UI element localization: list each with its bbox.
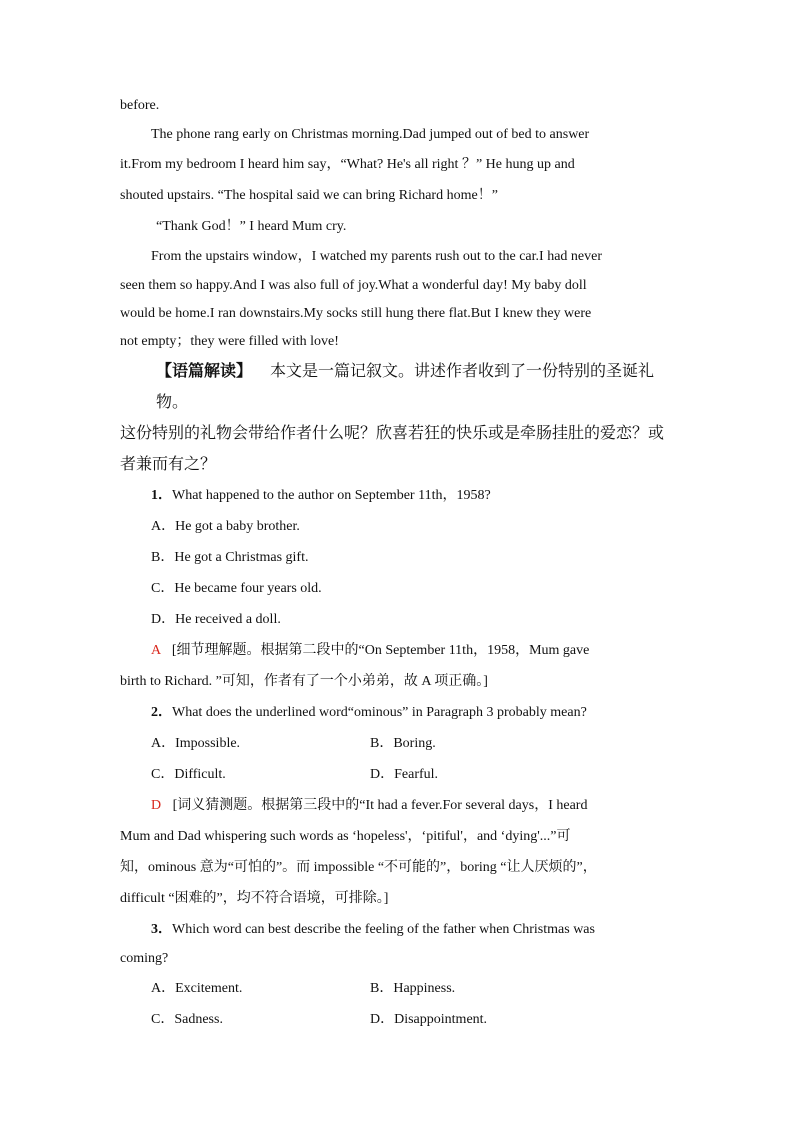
question-2: [120, 697, 673, 728]
passage-line: From the upstairs window，I watched my parents rush out to the car.I had never: [151, 249, 603, 264]
explanation-line: birth to Richard. ”可知，作者有了一个小弟弟，故 A 项正确。]: [120, 674, 488, 689]
passage-line: not empty；they were filled with love!: [120, 334, 339, 349]
option-b: B．Happiness.: [370, 981, 456, 996]
document-page: [120, 92, 673, 1035]
explanation-line: Mum and Dad whispering such words as ‘hopeless'，‘pitiful'，and ‘dying'...”可: [120, 829, 571, 844]
option-c: C．Sadness.: [151, 1012, 223, 1027]
question-number: 1．: [151, 488, 172, 503]
question-number: 3．: [151, 922, 172, 937]
analysis-line: 者兼而有之？: [120, 456, 217, 473]
question-text: What does the underlined word“ominous” in Paragraph 3 probably mean?: [172, 705, 587, 720]
question-text: Which word can best describe the feeling of the father when Christmas was: [172, 922, 595, 937]
option-d: D．Disappointment.: [370, 1012, 488, 1027]
question-number: 2．: [151, 705, 172, 720]
option-d: D．Fearful.: [370, 767, 439, 782]
question-text-cont: coming?: [120, 951, 169, 966]
passage-line: before.: [120, 98, 160, 113]
explanation-text: [词义猜测题。根据第三段中的“It had a fever.For several days，I heard: [172, 798, 588, 813]
answer-letter: D: [151, 798, 162, 813]
explanation-line: difficult “困难的”，均不符合语境，可排除。]: [120, 891, 389, 906]
passage-line: seen them so happy.And I was also full of joy.What a wonderful day! My baby doll: [120, 278, 587, 293]
question-text: What happened to the author on September 11th，1958?: [172, 488, 491, 503]
passage-line: The phone rang early on Christmas morning.Dad jumped out of bed to answer: [151, 127, 590, 142]
passage-line: it.From my bedroom I heard him say，“What? He's all right ？” He hung up and: [120, 157, 575, 172]
analysis-line: [120, 356, 673, 418]
explanation-line: [120, 635, 673, 666]
explanation-line: [120, 790, 673, 821]
analysis-tag: 【语篇解读】: [156, 363, 253, 380]
option-row: [120, 759, 673, 790]
option-c: C．Difficult.: [151, 767, 226, 782]
explanation-text: [细节理解题。根据第二段中的“On September 11th，1958，Mum gave: [171, 643, 590, 658]
analysis-line: 这份特别的礼物会带给作者什么呢？欣喜若狂的快乐或是牵肠挂肚的爱恋？或: [120, 425, 665, 442]
explanation-line: 知，ominous 意为“可怕的”。而 impossible “不可能的”，boring “让人厌烦的”，: [120, 860, 597, 875]
option-row: [120, 728, 673, 759]
option-row: [120, 1004, 673, 1035]
option-c: C．He became four years old.: [151, 581, 322, 596]
question-3: [120, 914, 673, 945]
option-row: [120, 973, 673, 1004]
option-a: A．Excitement.: [151, 981, 243, 996]
passage-line: would be home.I ran downstairs.My socks still hung there flat.But I knew they were: [120, 306, 592, 321]
answer-letter: A: [151, 643, 161, 658]
question-1: [120, 480, 673, 511]
option-b: B．He got a Christmas gift.: [151, 550, 309, 565]
option-a: A．Impossible.: [151, 736, 241, 751]
option-b: B．Boring.: [370, 736, 436, 751]
analysis-text: 本文是一篇记叙文。讲述作者收到了一份特别的圣诞礼物。: [156, 363, 655, 411]
passage-line: shouted upstairs. “The hospital said we can bring Richard home！”: [120, 188, 498, 203]
option-a: A．He got a baby brother.: [151, 519, 300, 534]
passage-line: “Thank God！” I heard Mum cry.: [156, 219, 347, 234]
option-d: D．He received a doll.: [151, 612, 281, 627]
